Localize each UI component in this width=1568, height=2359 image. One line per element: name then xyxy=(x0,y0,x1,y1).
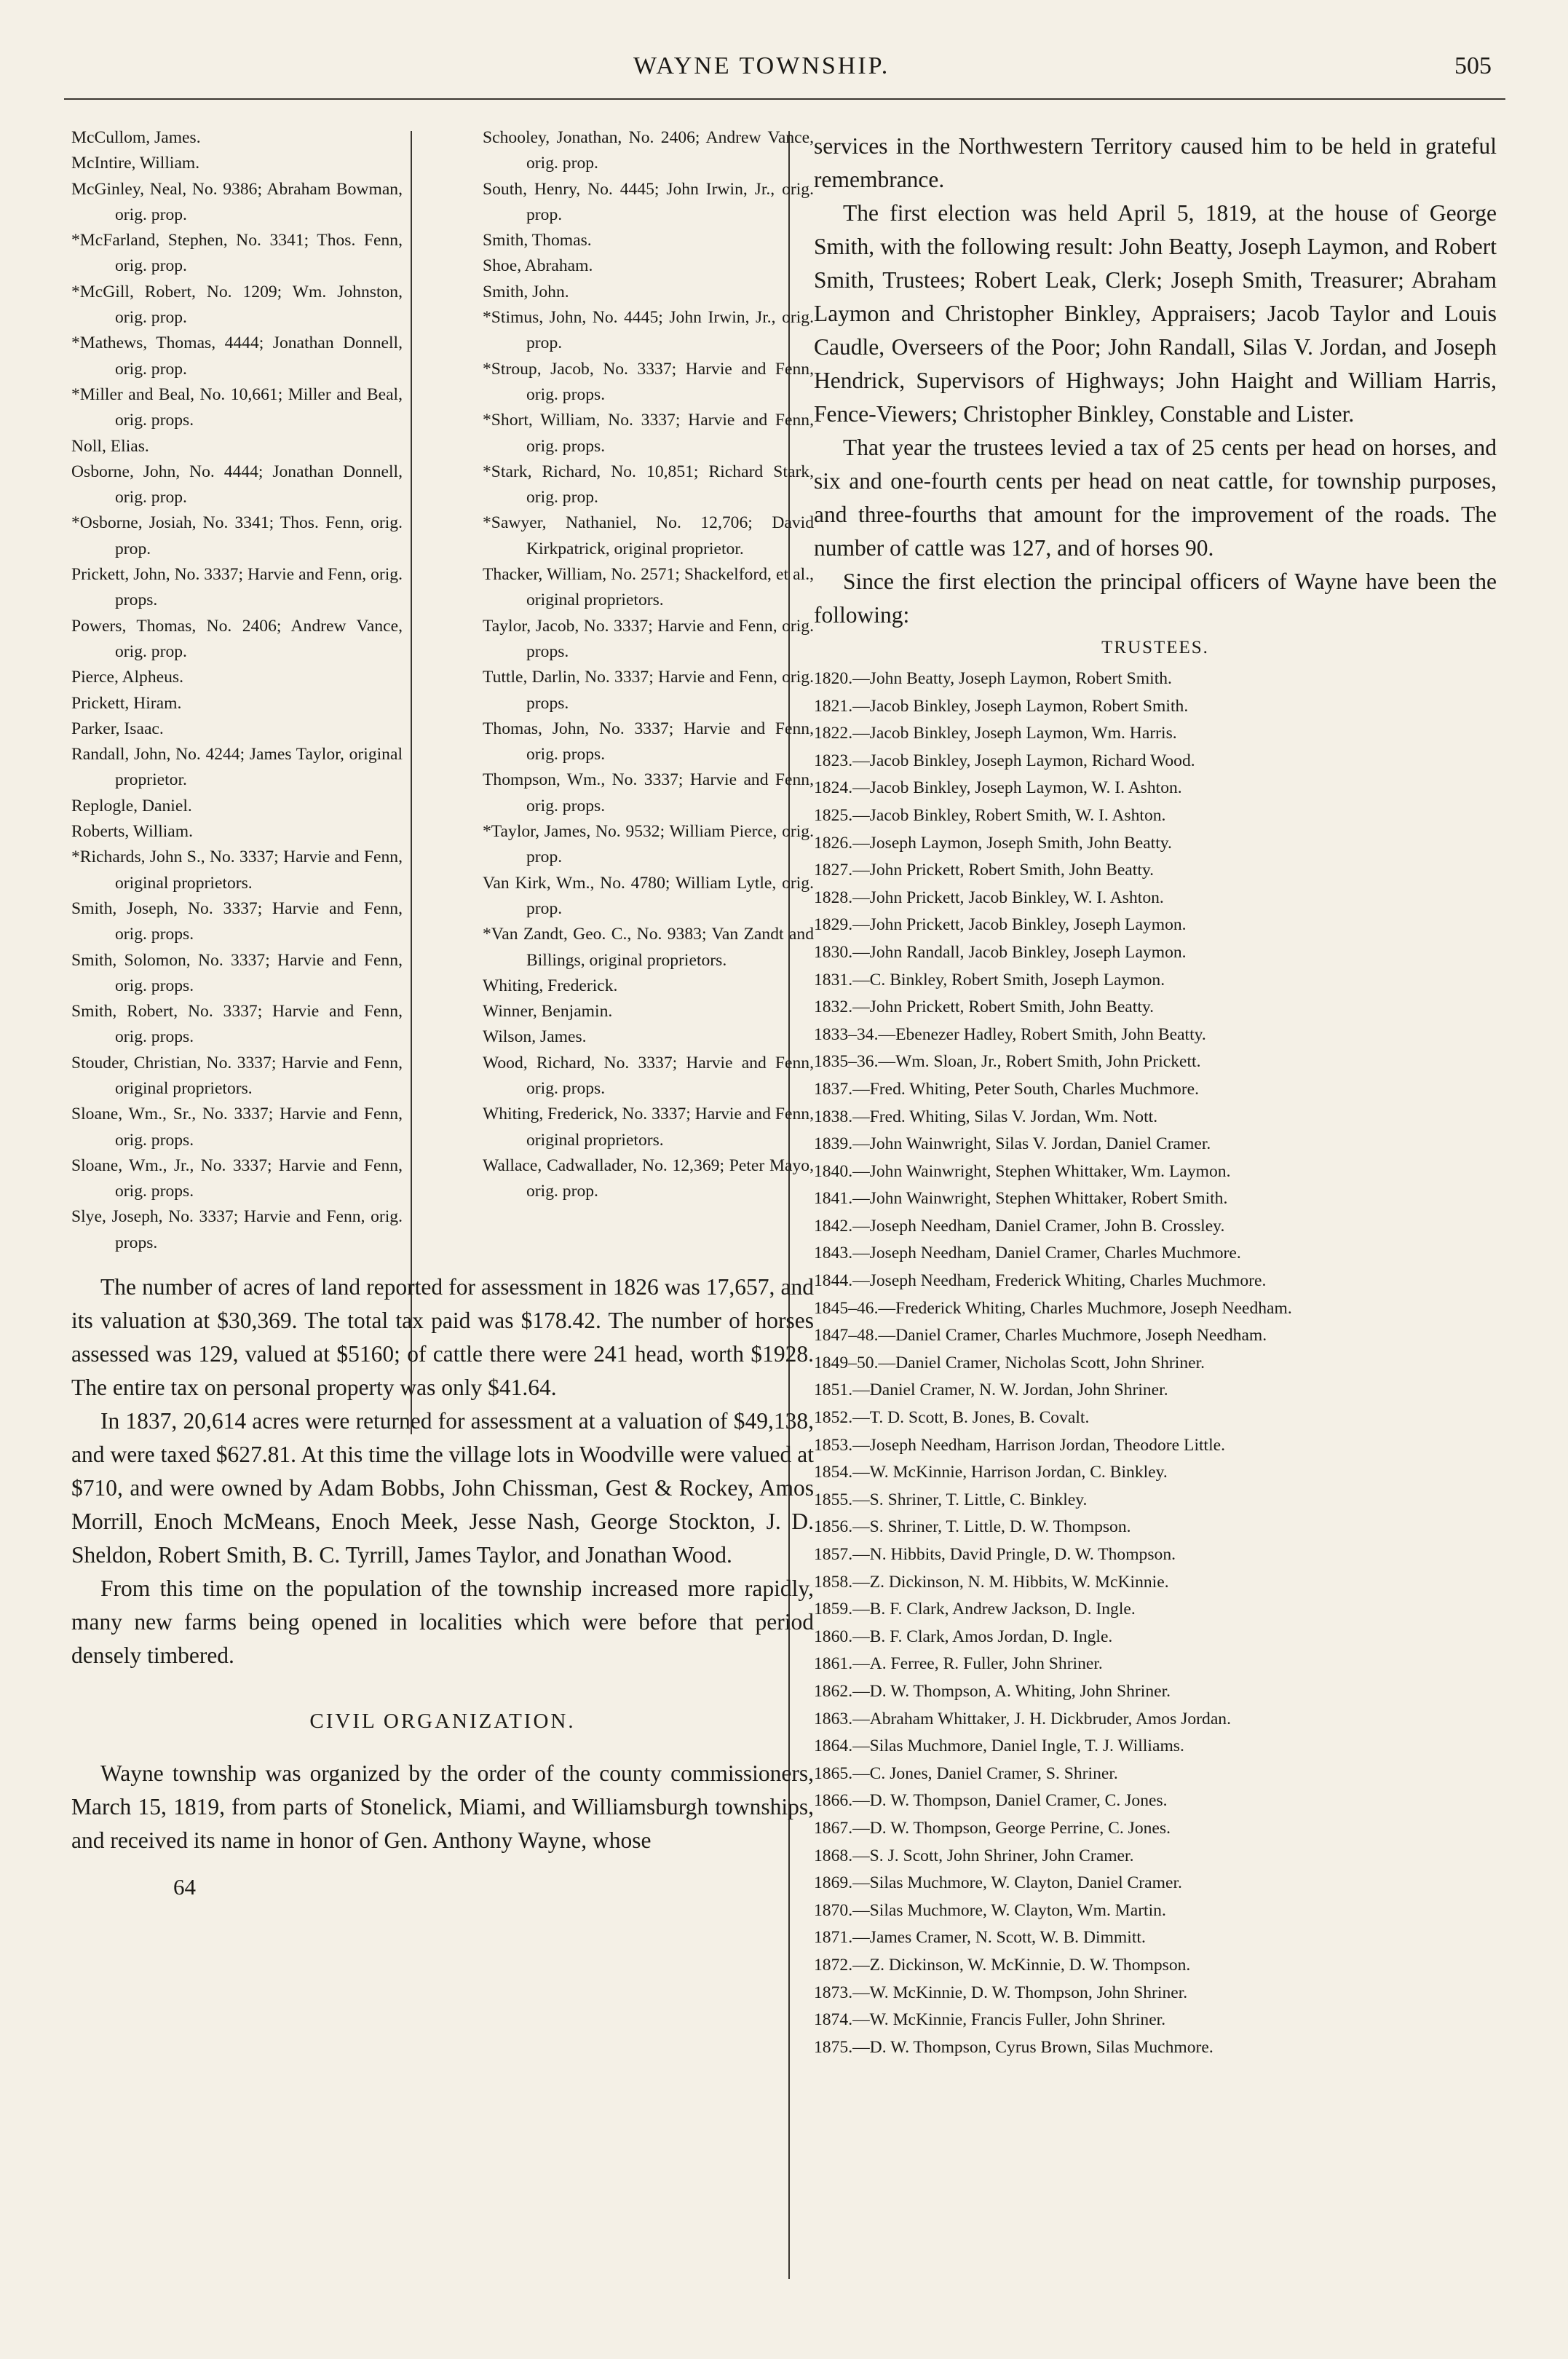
name-entry: Randall, John, No. 4244; James Taylor, original proprietor. xyxy=(71,745,403,790)
name-entry: *Richards, John S., No. 3337; Harvie and Fenn, original proprietors. xyxy=(71,847,403,893)
name-entry: Sloane, Wm., Jr., No. 3337; Harvie and Fenn, orig. props. xyxy=(71,1155,403,1201)
trustee-row: 1855.—S. Shriner, T. Little, C. Binkley. xyxy=(814,1490,1088,1509)
trustee-row: 1873.—W. McKinnie, D. W. Thompson, John Shriner. xyxy=(814,1983,1188,2002)
name-entry: *Short, William, No. 3337; Harvie and Fenn, orig. props. xyxy=(483,411,814,456)
paragraph: Since the first election the principal officers of Wayne have been the following: xyxy=(814,569,1497,628)
trustee-row: 1823.—Jacob Binkley, Joseph Laymon, Richard Wood. xyxy=(814,751,1195,770)
name-entry: Roberts, William. xyxy=(71,822,194,842)
name-entry: Pierce, Alpheus. xyxy=(71,668,183,687)
trustee-row: 1830.—John Randall, Jacob Binkley, Joseph Laymon. xyxy=(814,942,1187,962)
name-entry: McGinley, Neal, No. 9386; Abraham Bowman, orig. prop. xyxy=(71,179,403,224)
name-list-column-1 xyxy=(71,125,403,1256)
trustee-row: 1867.—D. W. Thompson, George Perrine, C. Jones. xyxy=(814,1818,1171,1838)
paragraph: In 1837, 20,614 acres were returned for assessment at a valuation of $49,138, and were taxed $627.81. At this time the village lots in Woodville were valued at $710, and were owned by Adam Bobbs, John Chissman, Gest & Rockey, Amos Morrill, Enoch McMeans, Enoch Meek, Jesse Nash, George Stockton, J. D. Sheldon, Robert Smith, B. C. Tyrrill, James Taylor, and Jonathan Wood. xyxy=(71,1408,814,1568)
name-entry: Whiting, Frederick. xyxy=(483,976,618,995)
trustee-row: 1874.—W. McKinnie, Francis Fuller, John Shriner. xyxy=(814,2010,1166,2030)
name-entry: Tuttle, Darlin, No. 3337; Harvie and Fenn, orig. props. xyxy=(483,668,814,713)
trustee-row: 1845–46.—Frederick Whiting, Charles Muchmore, Joseph Needham. xyxy=(814,1298,1292,1318)
trustee-row: 1864.—Silas Muchmore, Daniel Ingle, T. J. Williams. xyxy=(814,1736,1184,1756)
trustee-row: 1870.—Silas Muchmore, W. Clayton, Wm. Martin. xyxy=(814,1900,1166,1920)
paragraph: Wayne township was organized by the order of the county commissioners, March 15, 1819, from parts of Stonelick, Miami, and Williamsburgh townships, and received its name in honor of Gen. Anthony Wayne, whose xyxy=(71,1761,814,1854)
name-entry: Smith, Solomon, No. 3337; Harvie and Fenn, orig. props. xyxy=(71,950,403,995)
trustee-row: 1844.—Joseph Needham, Frederick Whiting, Charles Muchmore. xyxy=(814,1271,1267,1291)
paragraph: The number of acres of land reported for assessment in 1826 was 17,657, and its valuation at $30,369. The total tax paid was $178.42. The number of horses assessed was 129, valued at $5160; of cattle there were 241 head, worth $1928. The entire tax on personal property was only $41.64. xyxy=(71,1274,814,1401)
trustee-row: 1849–50.—Daniel Cramer, Nicholas Scott, John Shriner. xyxy=(814,1353,1205,1372)
name-entry: *Sawyer, Nathaniel, No. 12,706; David Kirkpatrick, original proprietor. xyxy=(483,513,814,558)
header-rule xyxy=(64,98,1505,100)
name-entry: Wallace, Cadwallader, No. 12,369; Peter Mayo, orig. prop. xyxy=(483,1155,814,1201)
signature-mark: 64 xyxy=(173,1874,196,1900)
trustee-row: 1859.—B. F. Clark, Andrew Jackson, D. Ingle. xyxy=(814,1600,1136,1619)
trustee-row: 1865.—C. Jones, Daniel Cramer, S. Shriner. xyxy=(814,1763,1118,1783)
name-entry: Smith, John. xyxy=(483,282,569,301)
trustee-row: 1843.—Joseph Needham, Daniel Cramer, Charles Muchmore. xyxy=(814,1244,1241,1263)
trustee-row: 1837.—Fred. Whiting, Peter South, Charles Muchmore. xyxy=(814,1079,1200,1099)
running-head xyxy=(0,52,1568,89)
trustee-row: 1828.—John Prickett, Jacob Binkley, W. I. Ashton. xyxy=(814,888,1164,907)
trustee-row: 1856.—S. Shriner, T. Little, D. W. Thompson. xyxy=(814,1517,1131,1537)
trustee-row: 1862.—D. W. Thompson, A. Whiting, John Shriner. xyxy=(814,1681,1171,1701)
trustee-row: 1827.—John Prickett, Robert Smith, John Beatty. xyxy=(814,861,1155,880)
trustee-row: 1847–48.—Daniel Cramer, Charles Muchmore, Joseph Needham. xyxy=(814,1326,1267,1346)
name-entry: *Stark, Richard, No. 10,851; Richard Stark, orig. prop. xyxy=(483,462,814,507)
trustee-row: 1825.—Jacob Binkley, Robert Smith, W. I. Ashton. xyxy=(814,805,1166,825)
name-entry: Wilson, James. xyxy=(483,1027,587,1047)
trustee-row: 1860.—B. F. Clark, Amos Jordan, D. Ingle. xyxy=(814,1627,1113,1646)
trustee-row: 1866.—D. W. Thompson, Daniel Cramer, C. Jones. xyxy=(814,1791,1168,1811)
name-entry: *McFarland, Stephen, No. 3341; Thos. Fenn, orig. prop. xyxy=(71,231,403,276)
left-column xyxy=(71,125,814,1904)
trustee-row: 1835–36.—Wm. Sloan, Jr., Robert Smith, John Prickett. xyxy=(814,1052,1201,1072)
name-entry: South, Henry, No. 4445; John Irwin, Jr., orig. prop. xyxy=(483,179,814,224)
name-entry: Prickett, John, No. 3337; Harvie and Fenn, orig. props. xyxy=(71,565,403,610)
trustee-row: 1854.—W. McKinnie, Harrison Jordan, C. Binkley. xyxy=(814,1463,1168,1482)
name-entry: *McGill, Robert, No. 1209; Wm. Johnston, orig. prop. xyxy=(71,282,403,328)
trustee-row: 1838.—Fred. Whiting, Silas V. Jordan, Wm. Nott. xyxy=(814,1107,1158,1126)
trustee-row: 1821.—Jacob Binkley, Joseph Laymon, Robert Smith. xyxy=(814,696,1189,716)
trustee-row: 1868.—S. J. Scott, John Shriner, John Cramer. xyxy=(814,1846,1134,1865)
name-entry: Smith, Thomas. xyxy=(483,231,592,250)
name-entry: Smith, Robert, No. 3337; Harvie and Fenn, orig. props. xyxy=(71,1002,403,1047)
name-entry: McCullom, James. xyxy=(71,128,201,147)
name-entry: Parker, Isaac. xyxy=(71,719,164,738)
name-entry: *Stimus, John, No. 4445; John Irwin, Jr., orig. prop. xyxy=(483,308,814,353)
trustee-row: 1822.—Jacob Binkley, Joseph Laymon, Wm. Harris. xyxy=(814,724,1177,743)
trustee-row: 1839.—John Wainwright, Silas V. Jordan, Daniel Cramer. xyxy=(814,1134,1211,1154)
name-entry: Taylor, Jacob, No. 3337; Harvie and Fenn, orig. props. xyxy=(483,616,814,661)
election-text xyxy=(814,130,1497,632)
trustee-row: 1861.—A. Ferree, R. Fuller, John Shriner. xyxy=(814,1654,1103,1674)
trustees-list xyxy=(814,665,1497,2061)
trustee-row: 1872.—Z. Dickinson, W. McKinnie, D. W. Thompson. xyxy=(814,1955,1191,1975)
trustee-row: 1829.—John Prickett, Jacob Binkley, Joseph Laymon. xyxy=(814,915,1187,935)
trustees-heading: TRUSTEES. xyxy=(1101,638,1209,657)
trustee-row: 1853.—Joseph Needham, Harrison Jordan, Theodore Little. xyxy=(814,1435,1226,1455)
section-heading: CIVIL ORGANIZATION. xyxy=(309,1710,576,1734)
name-entry: Slye, Joseph, No. 3337; Harvie and Fenn, orig. props. xyxy=(71,1207,403,1252)
right-column xyxy=(814,130,1497,2061)
name-entry: Prickett, Hiram. xyxy=(71,693,182,713)
trustee-row: 1869.—Silas Muchmore, W. Clayton, Daniel Cramer. xyxy=(814,1873,1182,1893)
trustee-row: 1824.—Jacob Binkley, Joseph Laymon, W. I. Ashton. xyxy=(814,778,1182,798)
trustee-row: 1871.—James Cramer, N. Scott, W. B. Dimmitt. xyxy=(814,1928,1146,1948)
trustee-row: 1826.—Joseph Laymon, Joseph Smith, John Beatty. xyxy=(814,833,1172,853)
trustee-row: 1831.—C. Binkley, Robert Smith, Joseph Laymon. xyxy=(814,970,1165,989)
name-entry: *Taylor, James, No. 9532; William Pierce, orig. prop. xyxy=(483,822,814,867)
trustee-row: 1842.—Joseph Needham, Daniel Cramer, John B. Crossley. xyxy=(814,1216,1225,1236)
name-entry: Noll, Elias. xyxy=(71,436,149,456)
name-entry: McIntire, William. xyxy=(71,154,200,173)
name-entry: Osborne, John, No. 4444; Jonathan Donnell, orig. prop. xyxy=(71,462,403,507)
name-entry: Wood, Richard, No. 3337; Harvie and Fenn, orig. props. xyxy=(483,1053,814,1098)
name-entry: Schooley, Jonathan, No. 2406; Andrew Vance, orig. prop. xyxy=(483,128,814,173)
name-entry: Thacker, William, No. 2571; Shackelford, et al., original proprietors. xyxy=(483,565,814,610)
paragraph: That year the trustees levied a tax of 25 cents per head on horses, and six and one-fourth cents per head on neat cattle, for township purposes, and three-fourths that amount for the improvement of the roads. The number of cattle was 127, and of horses 90. xyxy=(814,435,1497,561)
name-entry: *Mathews, Thomas, 4444; Jonathan Donnell, orig. prop. xyxy=(71,333,403,379)
name-entry: *Van Zandt, Geo. C., No. 9383; Van Zandt and Billings, original proprietors. xyxy=(483,925,814,970)
name-entry: *Stroup, Jacob, No. 3337; Harvie and Fenn, orig. props. xyxy=(483,359,814,404)
name-entry: Shoe, Abraham. xyxy=(483,256,593,276)
name-entry: Stouder, Christian, No. 3337; Harvie and Fenn, original proprietors. xyxy=(71,1053,403,1098)
paragraph: From this time on the population of the township increased more rapidly, many new farms being opened in localities which were before that period densely timbered. xyxy=(71,1576,814,1669)
paragraph: The first election was held April 5, 1819, at the house of George Smith, with the following result: John Beatty, Joseph Laymon, and Robert Smith, Trustees; Robert Leak, Clerk; Joseph Smith, Treasurer; Abraham Laymon and Christopher Binkley, Appraisers; Jacob Taylor and Louis Caudle, Overseers of the Poor; John Randall, Silas V. Jordan, and Joseph Hendrick, Supervisors of Highways; John Haight and William Harris, Fence-Viewers; Christopher Binkley, Constable and Lister. xyxy=(814,200,1497,427)
name-entry: Thomas, John, No. 3337; Harvie and Fenn, orig. props. xyxy=(483,719,814,764)
trustee-row: 1852.—T. D. Scott, B. Jones, B. Covalt. xyxy=(814,1408,1090,1428)
name-entry: Whiting, Frederick, No. 3337; Harvie and Fenn, original proprietors. xyxy=(483,1105,814,1150)
name-entry: Powers, Thomas, No. 2406; Andrew Vance, orig. prop. xyxy=(71,616,403,661)
trustee-row: 1858.—Z. Dickinson, N. M. Hibbits, W. McKinnie. xyxy=(814,1572,1169,1592)
name-entry: Sloane, Wm., Sr., No. 3337; Harvie and Fenn, orig. props. xyxy=(71,1105,403,1150)
name-entry: *Osborne, Josiah, No. 3341; Thos. Fenn, orig. prop. xyxy=(71,513,403,558)
trustee-row: 1851.—Daniel Cramer, N. W. Jordan, John Shriner. xyxy=(814,1380,1168,1400)
trustee-row: 1875.—D. W. Thompson, Cyrus Brown, Silas Muchmore. xyxy=(814,2037,1213,2057)
trustee-row: 1833–34.—Ebenezer Hadley, Robert Smith, John Beatty. xyxy=(814,1024,1206,1044)
trustee-row: 1863.—Abraham Whittaker, J. H. Dickbruder, Amos Jordan. xyxy=(814,1709,1231,1728)
name-entry: Van Kirk, Wm., No. 4780; William Lytle, orig. prop. xyxy=(483,873,814,918)
trustee-row: 1832.—John Prickett, Robert Smith, John Beatty. xyxy=(814,997,1155,1017)
trustee-row: 1840.—John Wainwright, Stephen Whittaker, Wm. Laymon. xyxy=(814,1161,1231,1181)
trustee-row: 1857.—N. Hibbits, David Pringle, D. W. Thompson. xyxy=(814,1545,1176,1564)
name-entry: *Miller and Beal, No. 10,661; Miller and Beal, orig. props. xyxy=(71,384,403,430)
assessment-text xyxy=(71,1271,814,1904)
page-number: 505 xyxy=(1454,52,1492,79)
name-entry: Replogle, Daniel. xyxy=(71,796,192,815)
name-entry: Thompson, Wm., No. 3337; Harvie and Fenn, orig. props. xyxy=(483,770,814,815)
name-list-column-2 xyxy=(483,125,814,1256)
name-entry: Smith, Joseph, No. 3337; Harvie and Fenn, orig. props. xyxy=(71,898,403,944)
name-list xyxy=(71,125,814,1256)
trustee-row: 1841.—John Wainwright, Stephen Whittaker, Robert Smith. xyxy=(814,1189,1228,1209)
trustee-row: 1820.—John Beatty, Joseph Laymon, Robert Smith. xyxy=(814,669,1172,688)
page-title: WAYNE TOWNSHIP. xyxy=(633,52,890,79)
paragraph: services in the Northwestern Territory caused him to be held in grateful remembrance. xyxy=(814,133,1497,192)
name-entry: Winner, Benjamin. xyxy=(483,1002,613,1022)
